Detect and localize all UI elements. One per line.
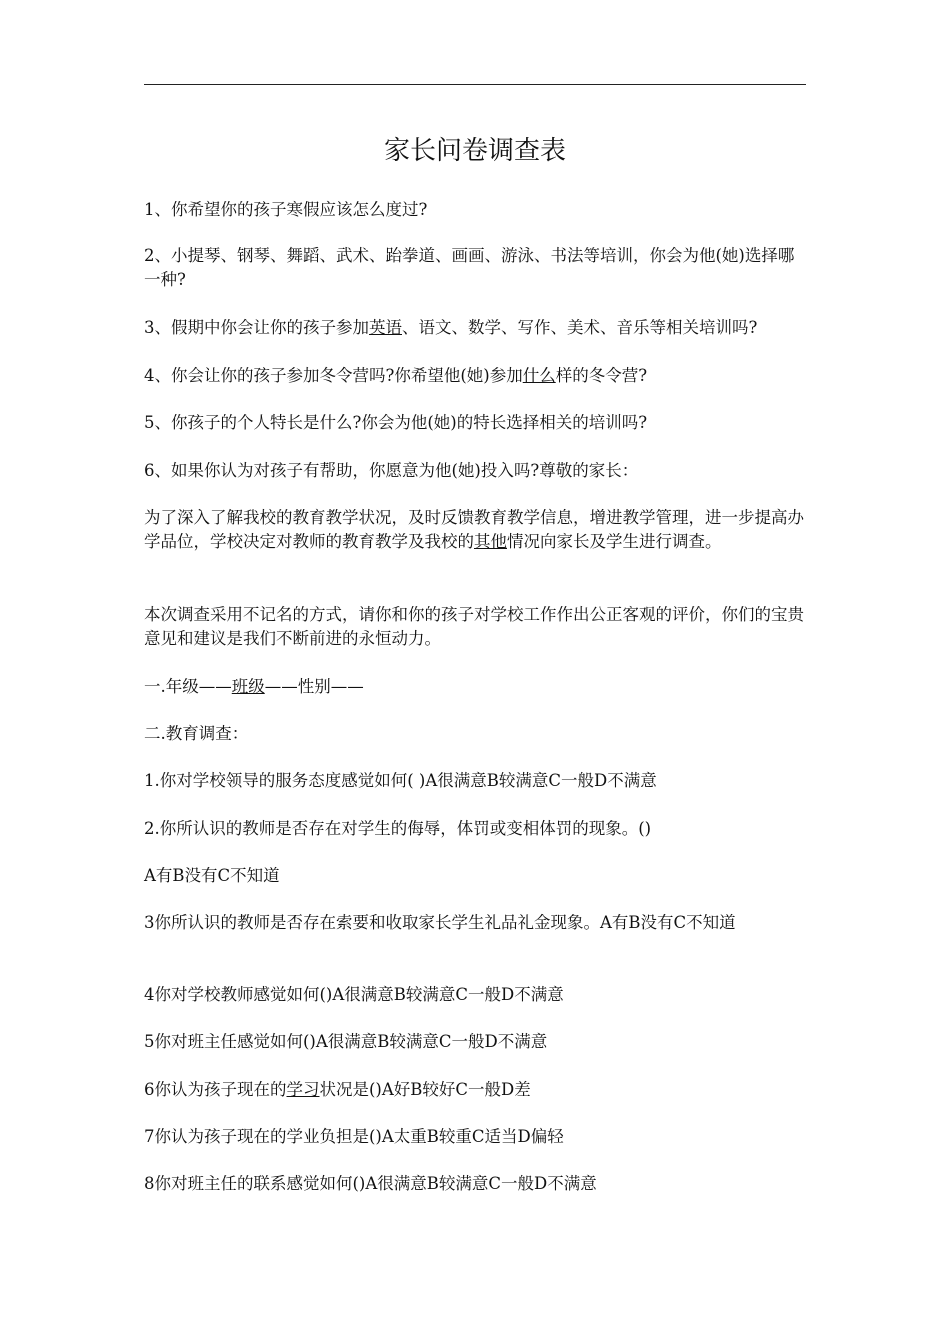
section-two-heading: 二.教育调查： [144, 724, 249, 743]
question-2: 2、小提琴、钢琴、舞蹈、武术、跆拳道、画画、游泳、书法等培训，你会为他(她)选择哪一种? [144, 246, 795, 289]
underlined-term: 其他 [474, 532, 507, 551]
survey-item-1: 1.你对学校领导的服务态度感觉如何( )A很满意B较满意C一般D不满意 [144, 771, 657, 790]
page-title: 家长问卷调查表 [383, 136, 566, 166]
section-one-heading: 一.年级——班级——性别—— [144, 677, 364, 696]
question-6: 6、如果你认为对孩子有帮助，你愿意为他(她)投入吗?尊敬的家长： [144, 461, 639, 480]
question-4: 4、你会让你的孩子参加冬令营吗?你希望他(她)参加什么样的冬令营? [144, 366, 648, 385]
survey-item-3: 3你所认识的教师是否存在索要和收取家长学生礼品礼金现象。A有B没有C不知道 [144, 913, 736, 932]
survey-item-5: 5你对班主任感觉如何()A很满意B较满意C一般D不满意 [144, 1032, 548, 1051]
intro-paragraph: 为了深入了解我校的教育教学状况，及时反馈教育教学信息，增进教学管理，进一步提高办学品位，学校决定对教师的教育教学及我校的其他情况向家长及学生进行调查。 [144, 508, 804, 551]
question-1: 1、你希望你的孩子寒假应该怎么度过? [144, 200, 428, 219]
underlined-term: 班级 [231, 677, 265, 696]
survey-item-6: 6你认为孩子现在的学习状况是()A好B较好C一般D差 [144, 1080, 531, 1099]
underlined-term: 学习 [286, 1080, 320, 1099]
header-rule [144, 84, 806, 85]
survey-item-7: 7你认为孩子现在的学业负担是()A太重B较重C适当D偏轻 [144, 1127, 564, 1146]
question-5: 5、你孩子的个人特长是什么?你会为他(她)的特长选择相关的培训吗? [144, 413, 648, 432]
anonymity-paragraph: 本次调查采用不记名的方式，请你和你的孩子对学校工作作出公正客观的评价，你们的宝贵意见和建议是我们不断前进的永恒动力。 [144, 605, 804, 648]
underlined-term: 英语 [369, 318, 402, 337]
survey-item-8: 8你对班主任的联系感觉如何()A很满意B较满意C一般D不满意 [144, 1174, 597, 1193]
survey-item-4: 4你对学校教师感觉如何()A很满意B较满意C一般D不满意 [144, 985, 564, 1004]
question-3: 3、假期中你会让你的孩子参加英语、语文、数学、写作、美术、音乐等相关培训吗? [144, 318, 758, 337]
underlined-term: 什么 [522, 366, 556, 385]
survey-item-2-options: A有B没有C不知道 [144, 866, 280, 885]
survey-item-2: 2.你所认识的教师是否存在对学生的侮辱，体罚或变相体罚的现象。() [144, 819, 652, 838]
